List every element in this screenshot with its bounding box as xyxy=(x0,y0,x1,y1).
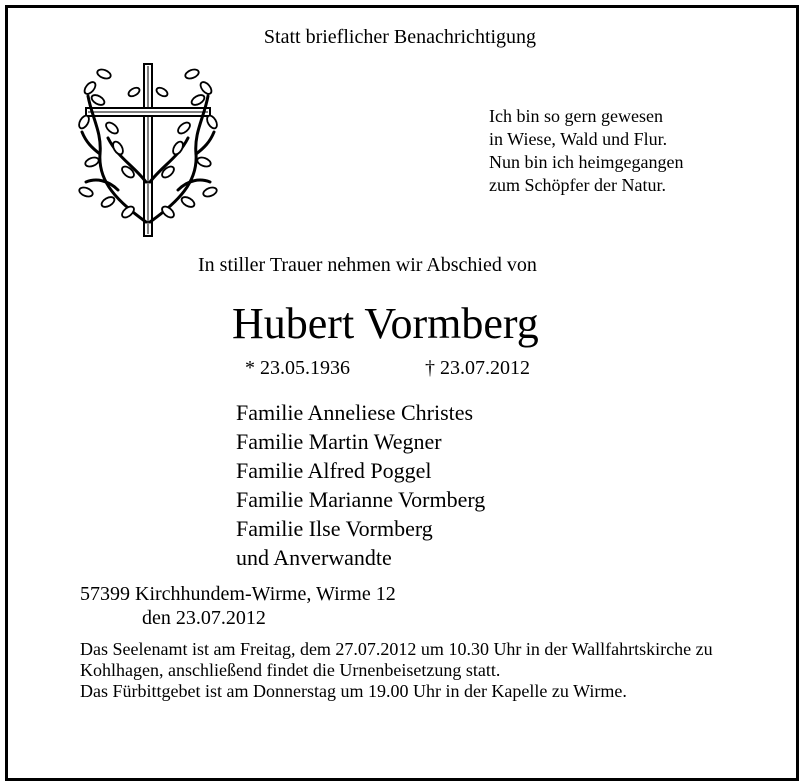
poem-line: zum Schöpfer der Natur. xyxy=(489,175,666,195)
header-text: Statt brieflicher Benachrichtigung xyxy=(263,26,537,48)
mourner-item: Familie Marianne Vormberg xyxy=(236,487,486,512)
birth-date: * 23.05.1936 xyxy=(245,357,350,379)
mourner-item: und Anverwandte xyxy=(236,545,392,570)
notice-paragraph: Das Fürbittgebet ist am Donnerstag um 19.00 Uhr in der Kapelle zu Wirme. xyxy=(80,681,627,701)
poem-line: Ich bin so gern gewesen xyxy=(489,106,663,126)
mourner-item: Familie Anneliese Christes xyxy=(236,400,474,425)
mourner-item: Familie Ilse Vormberg xyxy=(236,516,433,541)
mourners-list xyxy=(236,398,485,572)
service-notice xyxy=(80,639,740,702)
poem xyxy=(489,105,683,197)
deceased-name: Hubert Vormberg xyxy=(232,299,539,348)
cross-with-vine-icon xyxy=(78,62,218,238)
place-date: den 23.07.2012 xyxy=(142,607,266,629)
intro-text: In stiller Trauer nehmen wir Abschied von xyxy=(198,254,537,276)
mourner-item: Familie Martin Wegner xyxy=(236,429,442,454)
mourner-item: Familie Alfred Poggel xyxy=(236,458,432,483)
notice-paragraph: Das Seelenamt ist am Freitag, dem 27.07.2012 um 10.30 Uhr in der Wallfahrtskirche zu Kohlhagen, anschließend findet die Urnenbeisetzung statt. xyxy=(80,639,713,680)
death-date: † 23.07.2012 xyxy=(425,357,530,379)
address: 57399 Kirchhundem-Wirme, Wirme 12 xyxy=(80,583,396,605)
poem-line: Nun bin ich heimgegangen xyxy=(489,152,684,172)
poem-line: in Wiese, Wald und Flur. xyxy=(489,129,668,149)
